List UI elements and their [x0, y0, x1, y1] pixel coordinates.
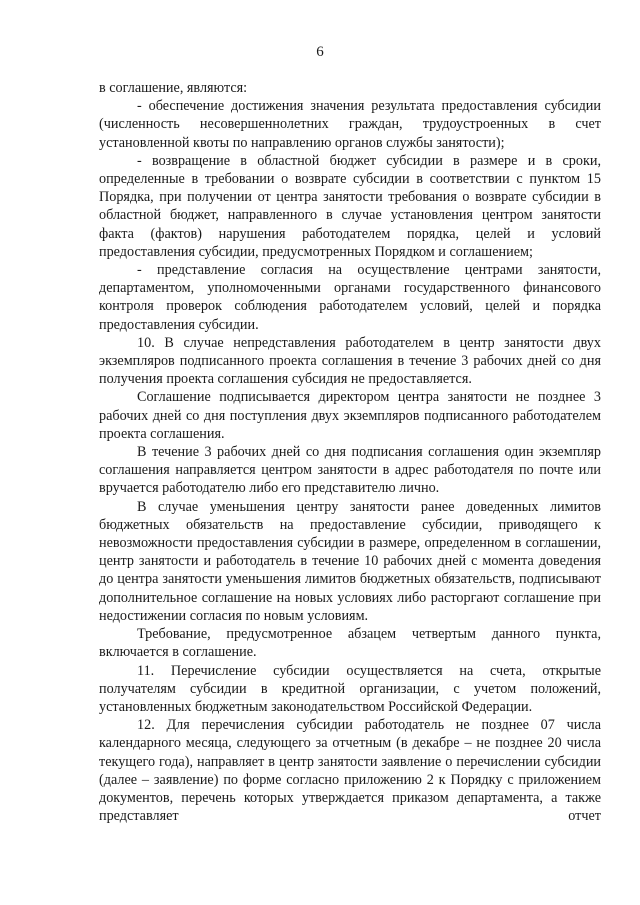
- paragraph: 10. В случае непредставления работодателем в центр занятости двух экземпляров подписанного проекта соглашения в течение 3 рабочих дней со дня получения проекта соглашения субсидия не предоставляется.: [99, 334, 601, 388]
- paragraph: Требование, предусмотренное абзацем четвертым данного пункта, включается в соглашение.: [99, 626, 601, 661]
- paragraph: В случае уменьшения центру занятости ранее доведенных лимитов бюджетных обязательств на предоставление субсидии, приводящего к невозможности предоставления субсидии в размере, определенном в соглашении, центр занятости и работодатель в течение 10 рабочих дней с момента доведения до центра занятости уменьшения лимитов бюджетных обязательств, подписывают дополнительное соглашение на новых условиях либо расторгают соглашение при недостижении согласия по новым условиям.: [99, 498, 601, 624]
- paragraph: 12. Для перечисления субсидии работодатель не позднее 07 числа календарного месяца, следующего за отчетным (в декабре – не позднее 20 числа текущего года), направляет в центр занятости заявление о перечислении субсидии (далее – заявление) по форме согласно приложению 2 к Порядку с приложением документов, перечень которых утверждается приказом департамента, а также представляет отчет: [99, 717, 601, 825]
- paragraph: 11. Перечисление субсидии осуществляется на счета, открытые получателям субсидии в кредитной организации, с учетом положений, установленных бюджетным законодательством Российской Федерации.: [99, 662, 601, 715]
- paragraph: в соглашение, являются:: [99, 80, 248, 96]
- paragraph: - обеспечение достижения значения результата предоставления субсидии (численность несовершеннолетних граждан, трудоустроенных в счет установленной квоты по направлению органов службы занятости);: [99, 98, 601, 151]
- paragraph: - представление согласия на осуществление центрами занятости, департаментом, уполномоченными органами государственного финансового контроля проверок соблюдения работодателем условий, целей и порядка предоставления субсидии.: [99, 262, 601, 333]
- paragraph: В течение 3 рабочих дней со дня подписания соглашения один экземпляр соглашения направляется центром занятости в адрес работодателя по почте или вручается работодателю либо его представителю лично.: [99, 444, 601, 497]
- page-number: 6: [316, 44, 324, 60]
- paragraph: Соглашение подписывается директором центра занятости не позднее 3 рабочих дней со дня поступления двух экземпляров подписанного работодателем проекта соглашения.: [99, 389, 601, 442]
- document-body: [99, 79, 601, 825]
- paragraph: - возвращение в областной бюджет субсидии в размере и в сроки, определенные в требовании о возврате субсидии в соответствии с пунктом 15 Порядка, при получении от центра занятости требования о возврате субсидии в областной бюджет, направленного в случае установления центром занятости факта (фактов) нарушения работодателем порядка, целей и условий предоставления субсидии, предусмотренных Порядком и соглашением;: [99, 152, 601, 260]
